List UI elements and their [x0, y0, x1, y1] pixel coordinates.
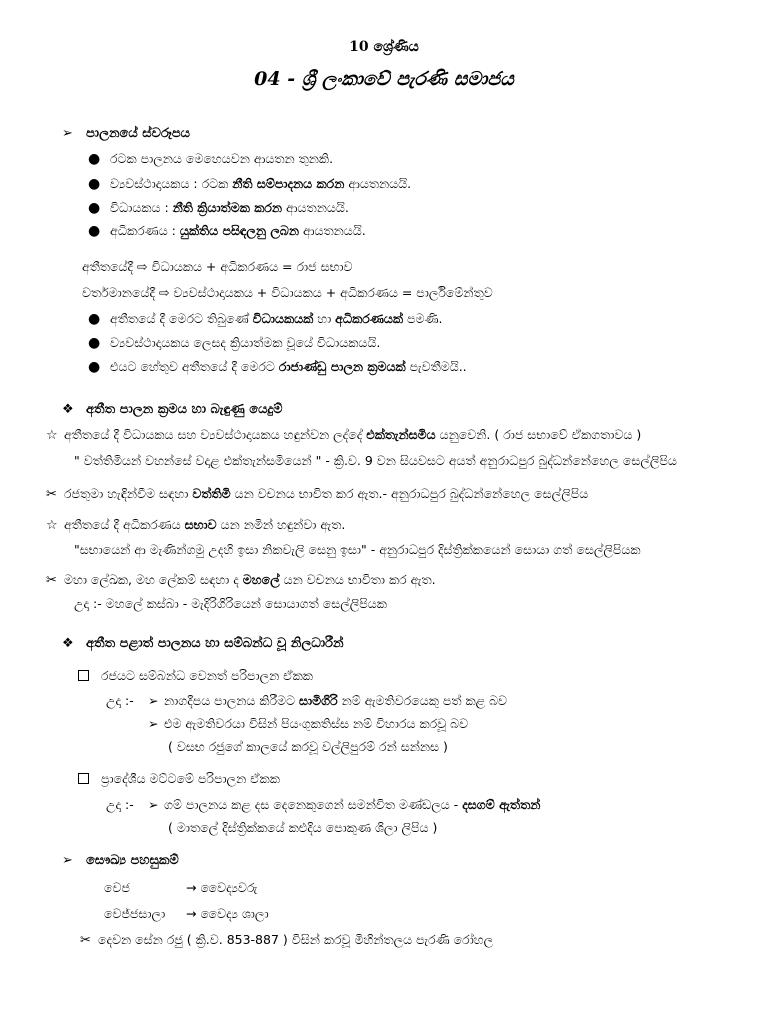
arrow-bullet-icon: ➢ — [148, 716, 159, 731]
list-item: ● එයට හේතුව අතීතයේ දී මෙරට රාජාණ්ඩු පාලන ක්‍රමයක් පැවතීමයි.. — [88, 359, 467, 375]
section-heading-governance: ➢ පාලනයේ ස්වරූපය — [62, 126, 190, 141]
list-item: ● රටක පාලනය මෙහෙයවන ආයතන තුනකි. — [88, 151, 334, 167]
example-item: ➢ එම ඇමතිවරයා විසින් පියංගුකතිස්ස නම් විහාරය කරවූ බව — [148, 716, 469, 731]
paragraph: ✂ දෙවන සේන රජු ( ක්‍රි.ව. 853-887 ) විසින් කරවූ මිහින්තලය පැරණි රෝහල — [80, 932, 494, 948]
paragraph: ☆ අතීතයේ දී විධායකය සහ ව්‍යවස්ථාදායකය හඳුන්වන ලද්දේ එක්තැන්සමිය යනුවෙනි. ( රාජ සභාවේ ඒකගතාවය ) — [46, 427, 642, 443]
section-heading-terms: ❖ අතීත පාලන ක්‍රමය හා බැඳුණු යෙදුම් — [62, 402, 283, 417]
quote-line: "සභායෙන් ආ මැණින්ගමු උදහි ඉසා නිකවැලි සෙනු ඉසා" - අනුරාධපුර දිස්ත්‍රික්කයෙන් සොයා ගත් සෙල්ලිපියක — [74, 542, 641, 557]
right-arrow-icon: → — [186, 880, 197, 895]
term-row: වෙජ්ජසාලා → වෛද්‍ය ශාලා — [104, 906, 269, 921]
present-formula: වර්තමානයේදී ⇨ ව්‍යවස්ථාදායකය + විධායකය + අධිකරණය = පාර්ලිමේන්තුව — [82, 285, 493, 300]
arrow-bullet-icon: ➢ — [148, 797, 159, 812]
dot-bullet-icon: ● — [88, 311, 101, 327]
list-item: ● විධායකය : නීති ක්‍රියාත්මක කරන ආයතනයයි. — [88, 200, 349, 216]
dot-bullet-icon: ● — [88, 176, 101, 192]
checkbox-item: ප්‍රාදේශීය මට්ටමේ පරිපාලන ඒකක — [78, 770, 280, 788]
scissors-icon: ✂ — [46, 487, 57, 502]
term-row: වෙජ → වෛද්‍යවරු — [104, 880, 258, 895]
paragraph: ☆ අතීතයේ දී අධිකරණය සභාව යන නමින් හඳුන්වා ඇත. — [46, 517, 346, 533]
arrow-bullet-icon: ➢ — [148, 693, 159, 708]
paragraph: ✂ රජතුමා හැඳින්වීම සඳහා වත්තිමි යන වචනය භාවිත කර ඇත.- අනුරාධපුර බුද්ධන්නේහෙල සෙල්ලිපිය — [46, 486, 589, 502]
example-label: උදා :- — [106, 693, 134, 708]
diamond-bullet-icon: ❖ — [62, 402, 74, 417]
checkbox-icon — [78, 773, 89, 784]
diamond-bullet-icon: ❖ — [62, 636, 74, 651]
arrow-bullet-icon: ➢ — [62, 853, 73, 868]
arrow-bullet-icon: ➢ — [62, 126, 73, 141]
right-arrow-icon: → — [186, 906, 197, 921]
example-label: උදා :- — [106, 797, 134, 812]
paragraph: ✂ මහා ලේඛක, මහ ලේකම් සඳහා ද මහලේ යන වචනය භාවිතා කර ඇත. — [46, 572, 436, 588]
past-formula: අතීතයේදී ⇨ විධායකය + අධිකරණය = රාජ සභාව — [82, 259, 353, 274]
star-icon: ☆ — [46, 428, 58, 443]
source-line: ( මාතලේ දිස්ත්‍රික්කයේ කළුදිය පොකුණ ශිලා ලිපිය ) — [168, 820, 438, 835]
list-item: ● අධිකරණය : යුක්තිය පසිඳලනු ලබන ආයතනයයි. — [88, 223, 366, 239]
list-item: ● ව්‍යවස්ථාදායකය ලෙසද ක්‍රියාත්මක වූයේ විධායකයයි. — [88, 335, 381, 351]
page-title: 04 - ශ්‍රී ලංකාවේ පැරණි සමාජය — [254, 68, 514, 90]
example-item: ➢ නාගදීපය පාලනය කිරීමට සාමිගිරි නම් ඇමතිවරයෙකු පත් කළ බව — [148, 693, 508, 708]
example-item: ➢ ගම් පාලනය කළ දස දෙනෙකුගෙන් සමන්විත මණ්ඩලය - දසගම් ඇත්තන් — [148, 797, 541, 812]
quote-line: " වත්තිමියන් වහන්සේ වදාළ එක්තැන්සමියෙන් " - ක්‍රි.ව. 9 වන සියවසට අයත් අනුරාධපුර බුද්ධන්නේහෙල සෙල්ලිපිය — [74, 453, 677, 468]
star-icon: ☆ — [46, 518, 58, 533]
checkbox-item: රජයට සම්බන්ධ වෙනත් පරිපාලන ඒකක — [78, 667, 313, 685]
section-heading-officials: ❖ අතීත පළාත් පාලනය හා සම්බන්ධ වූ නිලධාරීන් — [62, 636, 344, 651]
section-heading-health: ➢ සෞඛ්‍ය පහසුකම් — [62, 853, 179, 868]
dot-bullet-icon: ● — [88, 359, 101, 375]
dot-bullet-icon: ● — [88, 200, 101, 216]
list-item: ● ව්‍යවස්ථාදායකය : රටක නීති සම්පාදනය කරන ආයතනයයි. — [88, 176, 412, 192]
list-item: ● අතීතයේ දී මෙරට තිබුණේ විධායකයක් හා අධිකරණයක් පමණි. — [88, 311, 443, 327]
scissors-icon: ✂ — [80, 933, 91, 948]
source-line: ( වසභ රජුගේ කාලයේ කරවූ වල්ලිපුරම් රන් සන්නස ) — [168, 739, 448, 754]
scissors-icon: ✂ — [46, 573, 57, 588]
dot-bullet-icon: ● — [88, 335, 101, 351]
dot-bullet-icon: ● — [88, 223, 101, 239]
dot-bullet-icon: ● — [88, 151, 101, 167]
example-line: උදා :- මහලේ කස්බා - මැදිරිගිරියෙන් සොයාගත් සෙල්ලිපියක — [74, 596, 387, 611]
grade-label: 10 ශ්‍රේණිය — [349, 39, 419, 55]
checkbox-icon — [78, 670, 89, 681]
